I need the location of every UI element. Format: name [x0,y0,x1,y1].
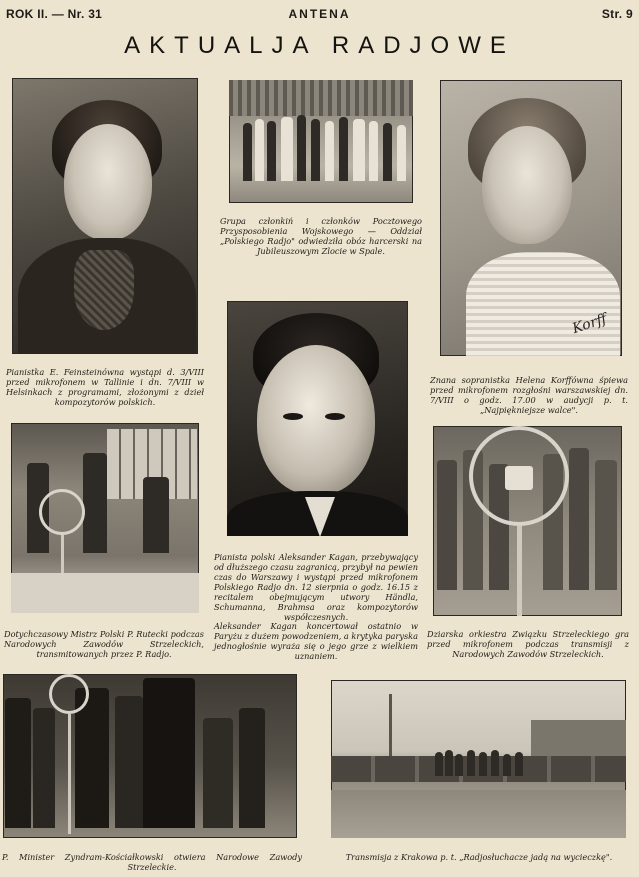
ground [331,790,626,838]
face-shape [64,124,152,240]
microphone-stand [517,526,522,616]
page-number: Str. 9 [601,7,633,21]
photo-kagan [227,301,408,536]
photo-rutecki [11,423,199,613]
eye-right [325,413,345,420]
scarf-shape [74,250,134,330]
caption-minister: P. Minister Zyndram-Kościałkowski otwiera Narodowe Zawody Strzeleckie. [2,852,302,872]
page-title: AKTUALJA RADJOWE [124,32,515,59]
caption-orkiestra: Dziarska orkiestra Związku Strzeleckiego gra przed mikrofonem podczas transmisji z Narodowych Zawodów Strzeleckich. [427,629,629,659]
microphone-ring [49,674,89,714]
caption-feinsteinowna: Pianistka E. Feinsteinówna wystąpi d. 3/VIII przed mikrofonem w Tallinie i dn. 7/VIII w Helsinkach z programami, złożonymi z dzieł kompozytorów polskich. [6,367,204,407]
photo-minister [3,674,297,838]
photo-orkiestra [433,426,622,616]
face-shape [257,345,375,495]
caption-kagan-1: Pianista polski Aleksander Kagan, przebywający od dłuższego czasu zagranicą, przybył na pewien czas do Warszawy i wystąpi przed mikrofonem Polskiego Radjo dn. 12 sierpnia o godz. 16.15 z recitalem obejmującym utwory Händla, Schumanna, Brahmsa oraz kompozytorów współczesnych. [214,552,418,622]
magazine-name: ANTENA [288,7,351,21]
officials-figures [3,678,297,828]
caption-korffowna: Znana sopranistka Helena Korffówna śpiewa przed mikrofonem rozgłośni warszawskiej dn. 7/VIII o godz. 17.00 w audycji p. t. „Najpiękniejsze walce". [430,375,628,415]
crowd-figures [331,746,626,776]
issue-number: ROK II. — Nr. 31 [6,7,103,21]
microphone-ring [39,489,85,535]
caption-krakow: Transmisja z Krakowa p. t. „Radjosłuchacze jadą na wycieczkę". [345,852,613,862]
signature: Korff [570,310,609,338]
face-shape [482,126,572,244]
caption-pocztowe: Grupa członkiń i członków Pocztowego Przysposobienia Wojskowego — Oddział „Polskiego Radjo" odwiedziła obóz harcerski na Jubileuszowym Zlocie w Spale. [220,216,422,256]
eye-left [283,413,303,420]
photo-pocztowe [229,80,413,203]
microphone-stand [68,714,71,834]
dress-shape [466,252,620,356]
caption-rutecki: Dotychczasowy Mistrz Polski P. Rutecki podczas Narodowych Zawodów Strzeleckich, transmitowanych przez P. Radjo. [4,629,204,659]
caption-kagan-2: Aleksander Kagan koncertował ostatnio w Paryżu z dużem powodzeniem, a krytyka paryska jednogłośnie wyraża się o jego grze z wielkiem uznaniem. [214,621,418,661]
people-figures [11,443,199,553]
photo-korffowna [440,80,622,356]
photo-krakow [331,680,626,838]
rifle-bench [11,573,199,613]
group-figures [229,111,413,181]
microphone-head [505,466,533,490]
photo-feinsteinowna [12,78,198,354]
